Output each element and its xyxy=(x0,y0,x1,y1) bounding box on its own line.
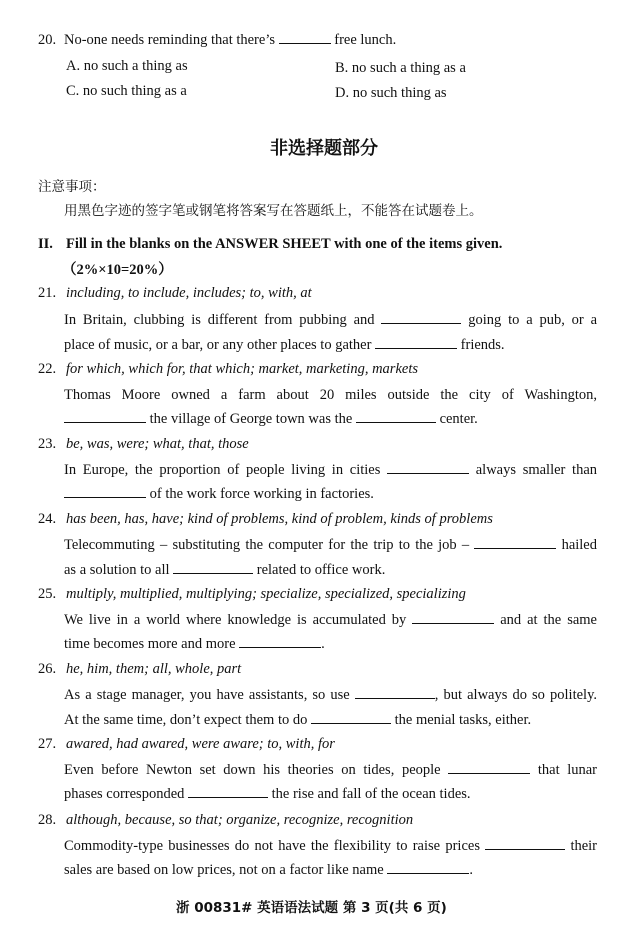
q22-number: 22. xyxy=(38,361,57,377)
q27-text-2: that lunar xyxy=(537,762,598,778)
q25-text-1: We live in a world where knowledge is accumulated by xyxy=(64,612,407,628)
q28-text-1: Commodity-type businesses do not have the flexibility to raise prices xyxy=(64,838,480,854)
q20-option-d: D. no such thing as xyxy=(335,85,447,101)
q26-blank-1 xyxy=(355,697,435,699)
q25-blank-2 xyxy=(239,646,321,648)
q24-line2 xyxy=(64,562,385,579)
q28-text-2: their xyxy=(570,838,598,854)
q22-text-2: center. xyxy=(439,411,478,427)
q21-line1 xyxy=(64,312,597,329)
q22-text-1: the village of George town was the xyxy=(149,411,353,427)
q20-option-c: C. no such thing as a xyxy=(66,83,187,99)
q26-text-2: , but always do so politely. xyxy=(434,687,597,703)
q25-line2 xyxy=(64,636,325,653)
q28-line1 xyxy=(64,838,597,855)
q25-line1 xyxy=(64,612,597,629)
q20-stem xyxy=(64,32,396,49)
q26-blank-2 xyxy=(311,722,391,724)
q20-option-b: B. no such a thing as a xyxy=(335,60,466,76)
q26-line1 xyxy=(64,687,597,704)
notice-text: 用黑色字迹的签字笔或钢笔将答案写在答题纸上，不能答在试题卷上。 xyxy=(64,203,483,219)
q27-text-3: phases corresponded xyxy=(64,786,185,802)
q20-blank xyxy=(279,42,331,44)
q28-text-3: sales are based on low prices, not on a factor like name xyxy=(64,862,384,878)
q25-number: 25. xyxy=(38,586,57,602)
q26-items: he, him, them; all, whole, part xyxy=(66,661,242,677)
q23-text-3: of the work force working in factories. xyxy=(149,486,374,502)
q27-number: 27. xyxy=(38,736,57,752)
q25-text-3: time becomes more and more xyxy=(64,636,236,652)
q27-blank-1 xyxy=(448,772,530,774)
q26-line2 xyxy=(64,712,531,729)
q27-text-4: the rise and fall of the ocean tides. xyxy=(271,786,471,802)
q26-text-1: As a stage manager, you have assistants, so use xyxy=(64,687,350,703)
page-footer: 浙 00831# 英语语法试题 第 3 页(共 6 页) xyxy=(176,900,447,916)
q28-line2 xyxy=(64,862,473,879)
q27-line2 xyxy=(64,786,471,803)
q22-blank-1 xyxy=(64,421,146,423)
q21-items: including, to include, includes; to, with, at xyxy=(66,285,312,301)
q24-items: has been, has, have; kind of problems, kind of problem, kinds of problems xyxy=(66,511,493,527)
notice-heading: 注意事项： xyxy=(38,179,106,195)
q26-text-3: At the same time, don’t expect them to do xyxy=(64,712,308,728)
q25-text-2: and at the same xyxy=(500,612,597,628)
q27-line1 xyxy=(64,762,597,779)
q25-blank-1 xyxy=(412,622,494,624)
q25-text-4: . xyxy=(321,636,325,652)
q20-number: 20. xyxy=(38,32,57,48)
q26-number: 26. xyxy=(38,661,57,677)
section-title: 非选择题部分 xyxy=(270,138,378,159)
q24-line1 xyxy=(64,537,597,554)
q21-text-4: friends. xyxy=(460,337,505,353)
q24-text-1: Telecommuting – substituting the computer for the trip to the job – xyxy=(64,537,470,553)
q24-number: 24. xyxy=(38,511,57,527)
q23-blank-1 xyxy=(387,472,469,474)
q28-text-4: . xyxy=(469,862,473,878)
q27-blank-2 xyxy=(188,796,268,798)
q22-blank-2 xyxy=(356,421,436,423)
q21-text-2: going to a pub, or a xyxy=(468,312,598,328)
q22-line1: Thomas Moore owned a farm about 20 miles outside the city of Washington, xyxy=(64,387,597,403)
q27-items: awared, had awared, were aware; to, with, for xyxy=(66,736,335,752)
q21-blank-1 xyxy=(381,322,461,324)
part2-roman: II. xyxy=(38,236,53,252)
q28-blank-1 xyxy=(485,848,565,850)
q23-text-1: In Europe, the proportion of people living in cities xyxy=(64,462,381,478)
q24-text-2: hailed xyxy=(561,537,597,553)
q21-number: 21. xyxy=(38,285,57,301)
q28-items: although, because, so that; organize, recognize, recognition xyxy=(66,812,414,828)
part2-score: （2%×10=20%） xyxy=(62,262,173,278)
q23-text-2: always smaller than xyxy=(475,462,598,478)
q21-text-3: place of music, or a bar, or any other places to gather xyxy=(64,337,372,353)
q20-stem-end: free lunch. xyxy=(334,32,397,48)
q24-blank-1 xyxy=(474,547,556,549)
q28-number: 28. xyxy=(38,812,57,828)
q23-blank-2 xyxy=(64,496,146,498)
q24-text-3: as a solution to all xyxy=(64,562,170,578)
part2-instruction: Fill in the blanks on the ANSWER SHEET with one of the items given. xyxy=(66,236,503,252)
q21-blank-2 xyxy=(375,347,457,349)
q27-text-1: Even before Newton set down his theories on tides, people xyxy=(64,762,441,778)
q21-line2 xyxy=(64,337,505,354)
q20-option-a: A. no such a thing as xyxy=(66,58,188,74)
q23-items: be, was, were; what, that, those xyxy=(66,436,249,452)
q22-items: for which, which for, that which; market, marketing, markets xyxy=(66,361,418,377)
q23-number: 23. xyxy=(38,436,57,452)
q23-line2 xyxy=(64,486,374,503)
q24-text-4: related to office work. xyxy=(256,562,386,578)
q22-line2 xyxy=(64,411,478,428)
q24-blank-2 xyxy=(173,572,253,574)
q28-blank-2 xyxy=(387,872,469,874)
q20-stem-start: No-one needs reminding that there’s xyxy=(64,32,275,48)
q21-text-1: In Britain, clubbing is different from pubbing and xyxy=(64,312,375,328)
q26-text-4: the menial tasks, either. xyxy=(394,712,532,728)
q23-line1 xyxy=(64,462,597,479)
q25-items: multiply, multiplied, multiplying; specialize, specialized, specializing xyxy=(66,586,466,602)
